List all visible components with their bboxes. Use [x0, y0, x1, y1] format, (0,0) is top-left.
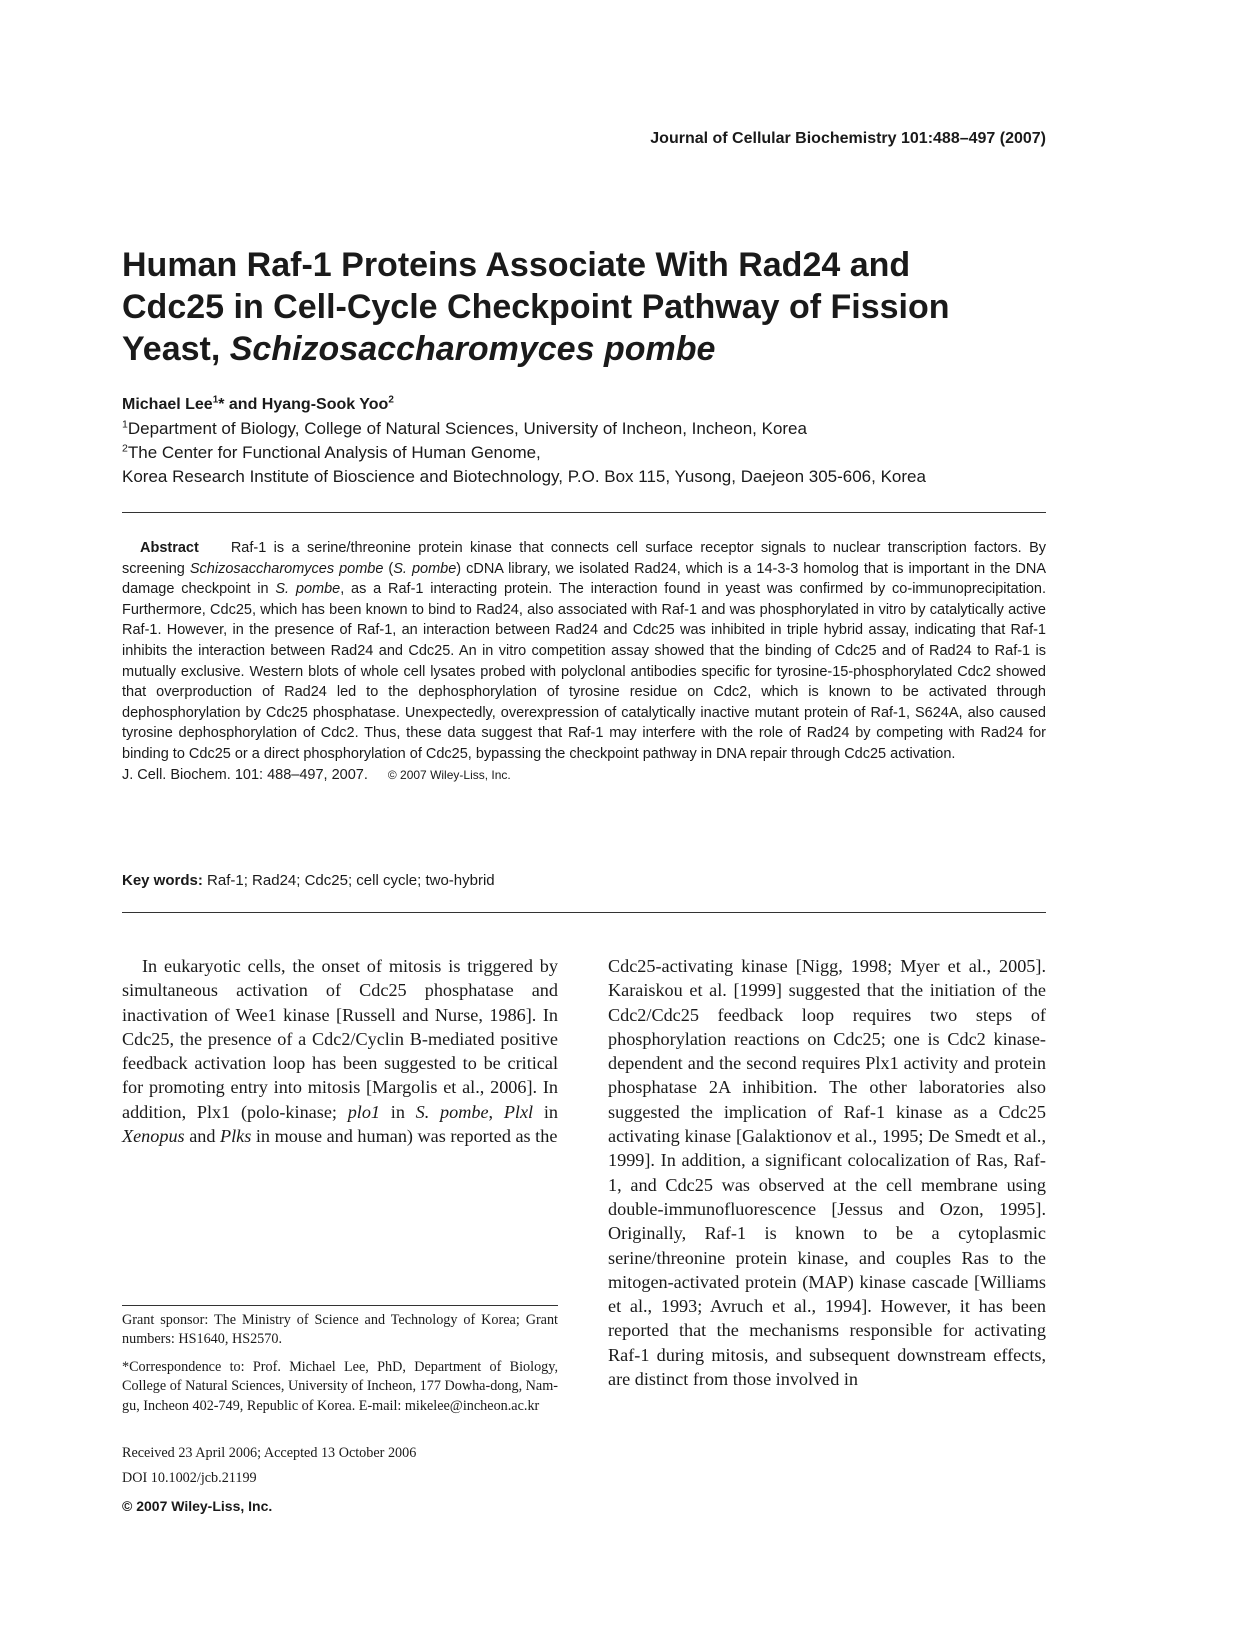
- affiliation-1-text: Department of Biology, College of Natural Sciences, University of Incheon, Incheon, Korea: [127, 419, 807, 438]
- body-column-left: [122, 954, 558, 1148]
- abstract-text: ) cDNA library, we isolated Rad24, which is a 14-3-3 homolog that is important in the DNA damage checkpoint in: [122, 560, 1046, 598]
- affiliation-2-mark: 2: [122, 442, 128, 455]
- affiliation-3: Korea Research Institute of Bioscience and Biotechnology, P.O. Box 115, Yusong, Daejeon 305-606, Korea: [122, 467, 926, 486]
- abstract-label: Abstract: [140, 540, 199, 556]
- correspondence-text[interactable]: *Correspondence to: Prof. Michael Lee, PhD, Department of Biology, College of Natural Sciences, University of Incheon, 177 Dowha-dong, Nam-gu, Incheon 402-749, Republic of Korea. E-mail: mikelee@incheon.ac.kr: [122, 1359, 558, 1414]
- article-title: [122, 244, 1022, 370]
- abstract-species-abbrev: S. pombe: [393, 560, 457, 577]
- affiliation-1-mark: 1: [122, 418, 128, 431]
- abstract-copyright: © 2007 Wiley-Liss, Inc.: [387, 767, 511, 782]
- gene-name: plo1: [347, 1101, 381, 1122]
- body-text: in: [533, 1101, 558, 1122]
- species-name: S. pombe: [415, 1101, 489, 1122]
- body-text: In eukaryotic cells, the onset of mitosis is triggered by simultaneous activation of Cdc25 phosphatase and inactivation of Wee1 kinase [Russell and Nurse, 1986]. In Cdc25, the presence of a Cdc2/Cyclin B-mediated positive feedback activation loop has been suggested to be critical for promoting entry into mitosis [Margolis et al., 2006]. In addition, Plx1 (polo-kinase;: [122, 956, 558, 1122]
- doi-link[interactable]: DOI 10.1002/jcb.21199: [122, 1470, 257, 1486]
- body-text: in mouse and human) was reported as the: [251, 1126, 558, 1147]
- author-list: [122, 396, 394, 414]
- author-2: Hyang-Sook Yoo: [261, 396, 389, 413]
- body-text: ,: [488, 1101, 504, 1122]
- title-species: Schizosaccharomyces pombe: [229, 330, 716, 368]
- footnote-copyright: © 2007 Wiley-Liss, Inc.: [122, 1498, 273, 1514]
- affiliation-2-text: The Center for Functional Analysis of Human Genome,: [127, 443, 541, 462]
- keywords: [122, 872, 495, 889]
- title-line-3: Yeast,: [122, 330, 230, 368]
- abstract: [122, 538, 1046, 785]
- abstract-species: Schizosaccharomyces pombe: [189, 560, 384, 577]
- footnote-grant: Grant sponsor: The Ministry of Science and Technology of Korea; Grant numbers: HS1640, HS2570.: [122, 1312, 558, 1348]
- abstract-species-abbrev: S. pombe: [275, 581, 341, 598]
- header-divider: [122, 512, 1046, 513]
- footnote-correspondence: [122, 1358, 558, 1416]
- keywords-text: Raf-1; Rad24; Cdc25; cell cycle; two-hybrid: [207, 872, 495, 889]
- abstract-text: Raf-1 is a serine/threonine protein kinase that connects cell surface receptor signals to nuclear transcription factors. By screening: [122, 540, 1046, 577]
- journal-citation: Journal of Cellular Biochemistry 101:488–497 (2007): [650, 130, 1046, 147]
- gene-name: Plxl: [503, 1101, 534, 1122]
- affiliation-1: [122, 419, 1062, 439]
- affiliation-2: [122, 443, 1062, 463]
- title-line-2: Cdc25 in Cell-Cycle Checkpoint Pathway of Fission: [122, 288, 950, 326]
- body-column-right: Cdc25-activating kinase [Nigg, 1998; Myer et al., 2005]. Karaiskou et al. [1999] suggested that the initiation of the Cdc2/Cdc25 feedback loop requires two steps of phosphorylation reactions on Cdc25; one is Cdc2 kinase-dependent and the second requires Plx1 activity and protein phosphatase 2A inhibition. The other laboratories also suggested the implication of Raf-1 kinase as a Cdc25 activating kinase [Galaktionov et al., 1995; De Smedt et al., 1999]. In addition, a significant colocalization of Ras, Raf-1, and Cdc25 was observed at the cell membrane using double-immunofluorescence [Jessus and Ozon, 1995]. Originally, Raf-1 is known to be a cytoplasmic serine/threonine protein kinase, and couples Ras to the mitogen-activated protein (MAP) kinase cascade [Williams et al., 1993; Avruch et al., 1994]. However, it has been reported that the mechanisms responsible for activating Raf-1 during mitosis, and subsequent downstream effects, are distinct from those involved in: [608, 956, 1046, 1390]
- author-1-correspondence-mark: *: [218, 396, 225, 413]
- author-1: Michael Lee: [122, 396, 213, 413]
- title-line-1: Human Raf-1 Proteins Associate With Rad24 and: [122, 246, 911, 284]
- abstract-citation: J. Cell. Biochem. 101: 488–497, 2007.: [122, 766, 368, 783]
- gene-name: Plks: [220, 1126, 252, 1147]
- author-conjunction: and: [224, 396, 262, 413]
- footnote-divider: [122, 1305, 558, 1306]
- author-1-affil-mark: 1: [212, 394, 219, 406]
- keywords-label: Key words:: [122, 872, 203, 889]
- abstract-divider: [122, 912, 1046, 913]
- footnote-received: Received 23 April 2006; Accepted 13 October 2006: [122, 1445, 417, 1461]
- abstract-text: (: [383, 560, 394, 577]
- author-2-affil-mark: 2: [388, 394, 394, 406]
- footnote-doi: [122, 1469, 558, 1488]
- body-text: in: [380, 1101, 416, 1122]
- species-name: Xenopus: [122, 1126, 185, 1147]
- abstract-text: , as a Raf-1 interacting protein. The interaction found in yeast was confirmed by co-immunoprecipitation. Furthermore, Cdc25, which has been known to bind to Rad24, also associated with Raf-1 and was phosphorylated in vitro by catalytically active Raf-1. However, in the presence of Raf-1, an interaction between Rad24 and Cdc25 was inhibited in triple hybrid assay, indicating that Raf-1 inhibits the interaction between Rad24 and Cdc25. An in vitro competition assay showed that the binding of Cdc25 and of Rad24 to Raf-1 is mutually exclusive. Western blots of whole cell lysates probed with polyclonal antibodies specific for tyrosine-15-phosphorylated Cdc2 showed that overproduction of Rad24 led to the dephosphorylation of tyrosine residue on Cdc2, which is known to be activated through dephosphorylation by Cdc25 phosphatase. Unexpectedly, overexpression of catalytically inactive mutant protein of Raf-1, S624A, also caused tyrosine dephosphorylation of Cdc2. Thus, these data suggest that Raf-1 may interfere with the role of Rad24 by competing with Rad24 for binding to Cdc25 or a direct phosphorylation of Cdc25, bypassing the checkpoint pathway in DNA repair through Cdc25 activation.: [122, 581, 1046, 762]
- body-text: and: [184, 1126, 220, 1147]
